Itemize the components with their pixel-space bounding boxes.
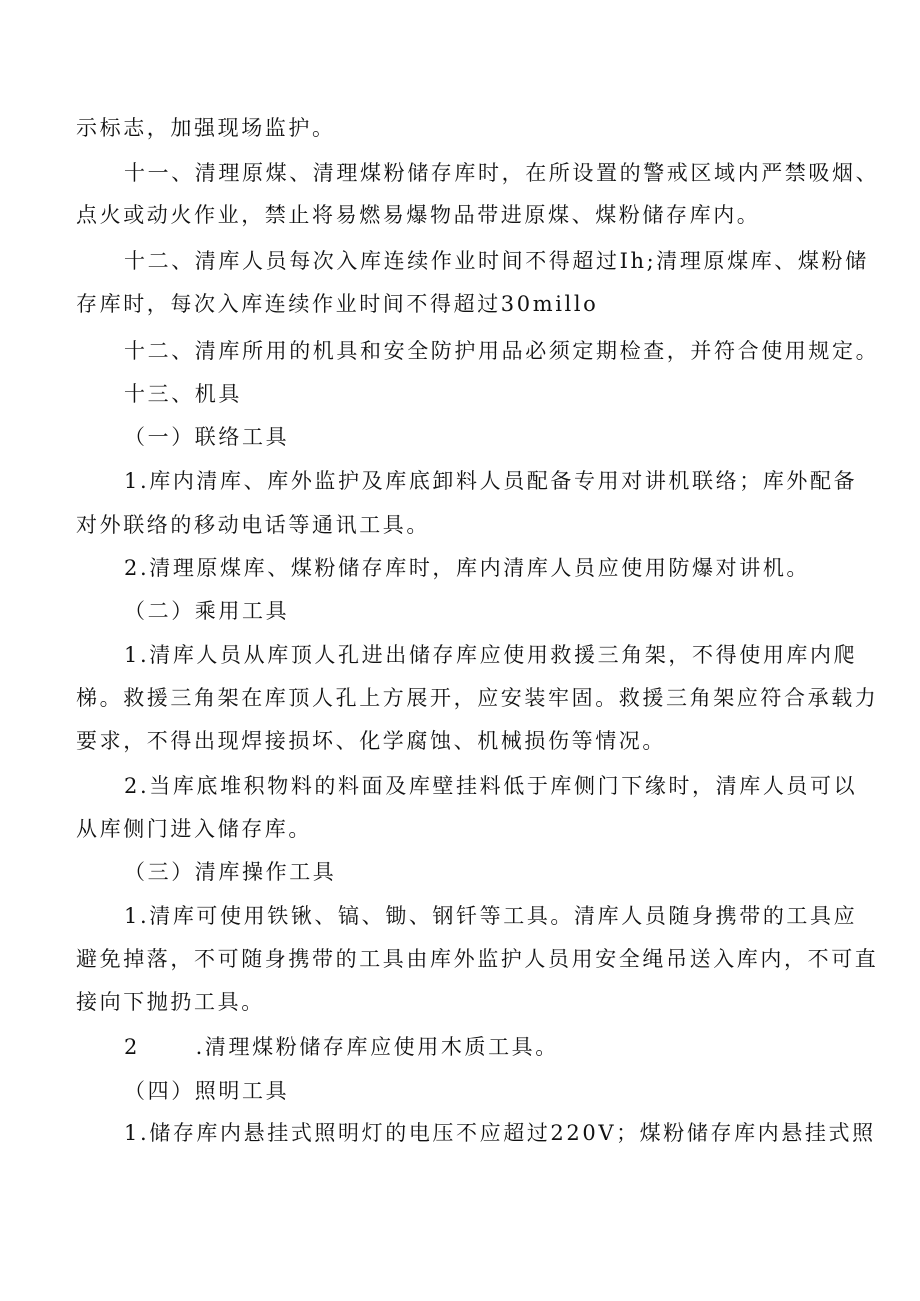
- text-line: 1.清库人员从库顶人孔进出储存库应使用救援三角架，不得使用库内爬: [124, 643, 858, 667]
- text-line: 2.当库底堆积物料的料面及库壁挂料低于库侧门下缘时，清库人员可以: [124, 774, 858, 798]
- text-line: 十二、清库人员每次入库连续作业时间不得超过Ih;清理原煤库、煤粉储: [124, 249, 869, 273]
- text-line: 点火或动火作业，禁止将易燃易爆物品带进原煤、煤粉储存库内。: [76, 203, 761, 227]
- text-line: 十二、清库所用的机具和安全防护用品必须定期检查，并符合使用规定。: [124, 339, 880, 363]
- subsection-heading: （三）清库操作工具: [124, 860, 337, 884]
- text-line: 2.清理原煤库、煤粉储存库时，库内清库人员应使用防爆对讲机。: [124, 556, 811, 580]
- subsection-heading: （四）照明工具: [124, 1079, 290, 1103]
- text-line: 从库侧门进入储存库。: [76, 817, 312, 841]
- section-heading: 十三、机具: [124, 382, 242, 406]
- subsection-heading: （一）联络工具: [124, 425, 290, 449]
- subsection-heading: （二）乘用工具: [124, 599, 290, 623]
- text-line: 对外联络的移动电话等通讯工具。: [76, 513, 430, 537]
- text-line: 要求，不得出现焊接损坏、化学腐蚀、机械损伤等情况。: [76, 729, 666, 753]
- text-line: 十一、清理原煤、清理煤粉储存库时，在所设置的警戒区域内严禁吸烟、: [124, 161, 880, 185]
- text-line: 避免掉落，不可随身携带的工具由库外监护人员用安全绳吊送入库内，不可直: [76, 947, 879, 971]
- text-line: 示标志，加强现场监护。: [76, 116, 336, 140]
- text-line: 2 .清理煤粉储存库应使用木质工具。: [124, 1035, 559, 1059]
- text-line: 接向下抛扔工具。: [76, 990, 265, 1014]
- text-line: 1.清库可使用铁锹、镐、锄、钢钎等工具。清库人员随身携带的工具应: [124, 904, 858, 928]
- text-line: 1.库内清库、库外监护及库底卸料人员配备专用对讲机联络；库外配备: [124, 469, 858, 493]
- text-line: 1.储存库内悬挂式照明灯的电压不应超过220V；煤粉储存库内悬挂式照: [124, 1121, 876, 1145]
- text-line: 存库时，每次入库连续作业时间不得超过30millo: [76, 292, 599, 316]
- text-line: 梯。救援三角架在库顶人孔上方展开，应安装牢固。救援三角架应符合承载力: [76, 686, 879, 710]
